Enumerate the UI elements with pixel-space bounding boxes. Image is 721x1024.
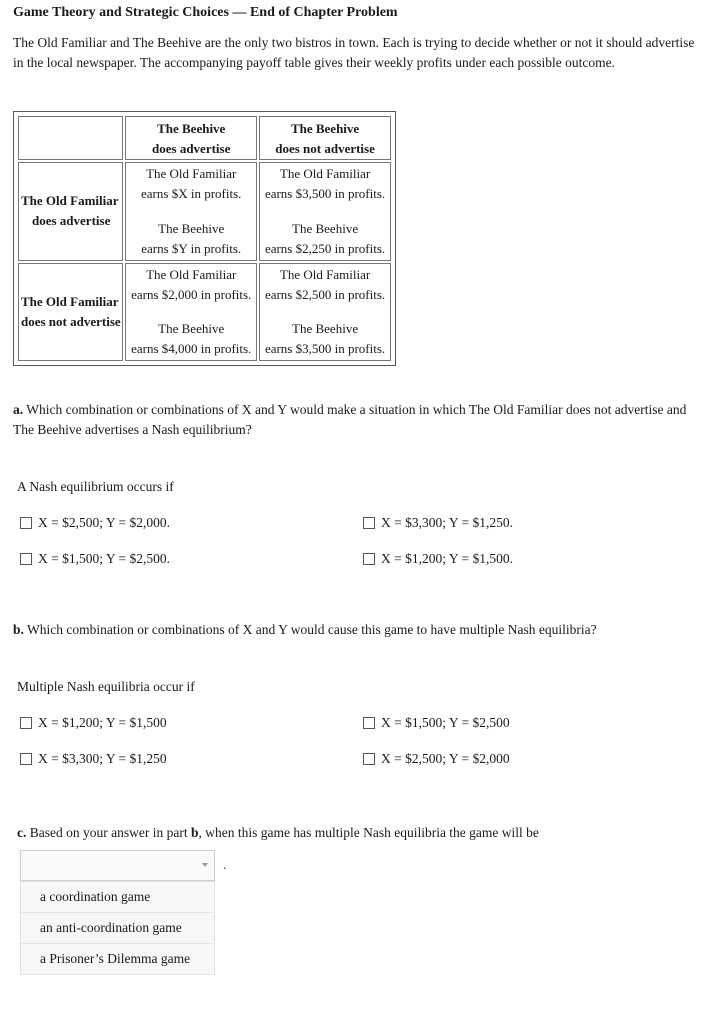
intro-text: The Old Familiar and The Beehive are the only two bistros in town. Each is trying to decide whether or not it should advertise in the local newspaper. The accompanying payoff table gives their weekly profits under each possible outcome. xyxy=(13,35,695,70)
option-b-2[interactable]: X = $1,500; Y = $2,500 xyxy=(363,715,510,731)
option-a-1[interactable]: X = $2,500; Y = $2,000. xyxy=(20,515,170,531)
checkbox[interactable] xyxy=(363,753,375,765)
menu-item-anti-coordination[interactable]: an anti-coordination game xyxy=(21,912,214,943)
option-a-3[interactable]: X = $1,500; Y = $2,500. xyxy=(20,551,170,567)
checkbox[interactable] xyxy=(20,553,32,565)
dropdown-menu xyxy=(20,881,215,975)
payoff-cell: The Old Familiar earns $2,500 in profits. The Beehive earns $3,500 in profits. xyxy=(259,263,391,362)
prompt-b: Multiple Nash equilibria occur if xyxy=(17,679,195,694)
checkbox[interactable] xyxy=(363,553,375,565)
option-a-4[interactable]: X = $1,200; Y = $1,500. xyxy=(363,551,513,567)
payoff-table xyxy=(13,111,396,366)
question-c: c. Based on your answer in part b, when this game has multiple Nash equilibria the game will be xyxy=(17,825,539,840)
checkbox[interactable] xyxy=(363,517,375,529)
answer-dropdown[interactable] xyxy=(20,850,215,881)
payoff-cell: The Old Familiar earns $3,500 in profits. The Beehive earns $2,250 in profits. xyxy=(259,162,391,261)
payoff-cell: The Old Familiar earns $X in profits. The Beehive earns $Y in profits. xyxy=(125,162,257,261)
question-b: b. Which combination or combinations of X and Y would cause this game to have multiple Nash equilibria? xyxy=(13,622,597,637)
option-a-2[interactable]: X = $3,300; Y = $1,250. xyxy=(363,515,513,531)
table-corner-cell xyxy=(18,116,123,160)
row-header-oldfamiliar-advertise: The Old Familiar does advertise xyxy=(18,162,123,261)
page-title: Game Theory and Strategic Choices — End of Chapter Problem xyxy=(13,5,398,20)
payoff-cell: The Old Familiar earns $2,000 in profits. The Beehive earns $4,000 in profits. xyxy=(125,263,257,362)
checkbox[interactable] xyxy=(20,517,32,529)
row-header-oldfamiliar-not-advertise: The Old Familiar does not advertise xyxy=(18,263,123,362)
chevron-down-icon[interactable] xyxy=(202,863,208,867)
question-a: a. Which combination or combinations of X and Y would make a situation in which The Old Familiar does not advertise and The Beehive advertises a Nash equilibrium? xyxy=(13,402,687,437)
trailing-period: . xyxy=(223,857,227,872)
col-header-beehive-not-advertise: The Beehive does not advertise xyxy=(259,116,391,160)
menu-item-prisoners-dilemma[interactable]: a Prisoner’s Dilemma game xyxy=(21,943,214,974)
option-b-3[interactable]: X = $3,300; Y = $1,250 xyxy=(20,751,167,767)
checkbox[interactable] xyxy=(20,753,32,765)
option-b-1[interactable]: X = $1,200; Y = $1,500 xyxy=(20,715,167,731)
checkbox[interactable] xyxy=(363,717,375,729)
prompt-a: A Nash equilibrium occurs if xyxy=(17,479,174,494)
menu-item-coordination[interactable]: a coordination game xyxy=(40,889,151,904)
checkbox[interactable] xyxy=(20,717,32,729)
option-b-4[interactable]: X = $2,500; Y = $2,000 xyxy=(363,751,510,767)
col-header-beehive-advertise: The Beehive does advertise xyxy=(125,116,257,160)
